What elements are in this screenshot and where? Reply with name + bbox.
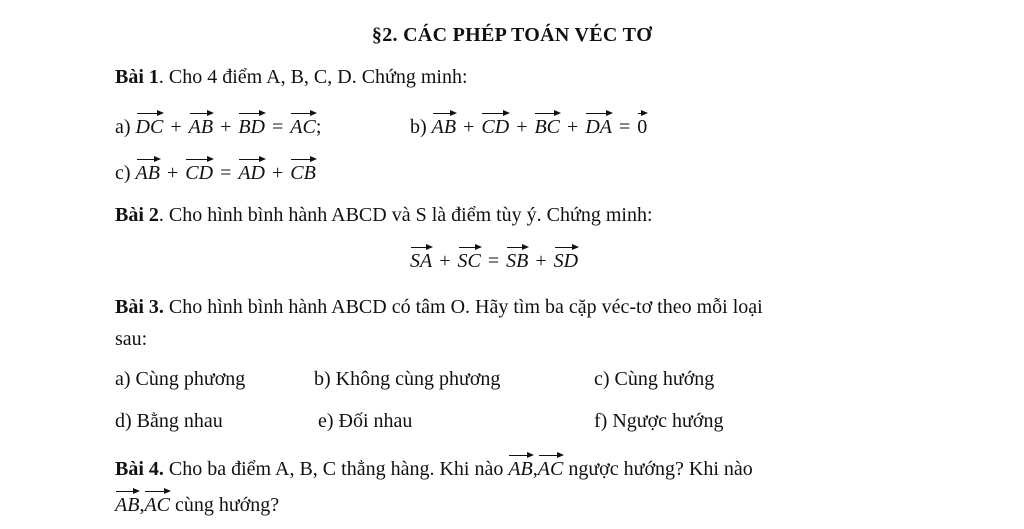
vector-sd: SD <box>554 244 578 273</box>
bai3-item-a: a) Cùng phương <box>115 368 246 390</box>
comma: , <box>139 494 145 516</box>
plus-sign: + <box>535 250 547 272</box>
vector-cb: CB <box>290 156 316 185</box>
bai1-text: . Cho 4 điểm A, B, C, D. Chứng minh: <box>158 66 468 88</box>
plus-sign: + <box>463 116 475 138</box>
bai2-label: Bài 2 <box>115 204 159 226</box>
equals-sign: = <box>272 116 284 138</box>
plus-sign: + <box>439 250 451 272</box>
vector-cd: CD <box>481 110 509 139</box>
plus-sign: + <box>272 162 284 184</box>
vector-da: DA <box>585 110 612 139</box>
bai2-text: . Cho hình bình hành ABCD và S là điểm tùy ý. Chứng minh: <box>158 204 653 226</box>
bai1-part-a <box>115 110 321 139</box>
vector-sb: SB <box>506 244 528 273</box>
bai3-item-b: b) Không cùng phương <box>314 368 501 390</box>
vector-sa: SA <box>410 244 432 273</box>
comma: , <box>532 458 538 480</box>
vector-dc: DC <box>136 110 164 139</box>
vector-ab: AB <box>136 156 160 185</box>
bai1-b-prefix: b) <box>410 116 427 138</box>
vector-bd: BD <box>238 110 265 139</box>
vector-ab: AB <box>508 452 532 481</box>
bai1-label: Bài 1 <box>115 66 159 88</box>
vector-sc: SC <box>458 244 481 273</box>
zero-vector: 0 <box>637 110 647 139</box>
vector-ac: AC <box>290 110 316 139</box>
bai1-part-c <box>115 156 316 185</box>
bai4-text-end: cùng hướng? <box>170 494 280 516</box>
vector-ad: AD <box>238 156 265 185</box>
bai3-item-c: c) Cùng hướng <box>594 368 715 390</box>
bai3-statement <box>115 296 763 319</box>
vector-cd: CD <box>185 156 213 185</box>
section-title: §2. CÁC PHÉP TOÁN VÉC TƠ <box>371 24 653 46</box>
bai1-a-prefix: a) <box>115 116 131 138</box>
bai2-equation <box>410 244 578 273</box>
bai3-item-d: d) Bằng nhau <box>115 410 223 432</box>
equals-sign: = <box>220 162 232 184</box>
bai4-statement <box>115 452 753 481</box>
bai4-text-after: ngược hướng? Khi nào <box>563 458 753 480</box>
plus-sign: + <box>166 162 179 184</box>
bai3-label: Bài 3. <box>115 296 164 318</box>
vector-ab: AB <box>115 488 139 517</box>
equals-sign: = <box>487 250 500 272</box>
plus-sign: + <box>220 116 232 138</box>
bai4-statement-cont <box>115 488 279 517</box>
bai1-c-prefix: c) <box>115 162 131 184</box>
bai4-text: Cho ba điểm A, B, C thẳng hàng. Khi nào <box>163 458 509 480</box>
bai1-part-b <box>410 110 647 139</box>
equals-sign: = <box>618 116 631 138</box>
plus-sign: + <box>170 116 182 138</box>
vector-ab: AB <box>189 110 213 139</box>
bai3-text: Cho hình bình hành ABCD có tâm O. Hãy tìm ba cặp véc-tơ theo mỗi loại <box>163 296 763 318</box>
plus-sign: + <box>516 116 528 138</box>
bai2-statement <box>115 204 653 227</box>
vector-ab: AB <box>432 110 456 139</box>
bai3-item-f: f) Ngược hướng <box>594 410 724 432</box>
vector-ac: AC <box>538 452 564 481</box>
vector-bc: BC <box>534 110 560 139</box>
bai3-statement-cont: sau: <box>115 328 148 350</box>
plus-sign: + <box>567 116 579 138</box>
bai1-statement <box>115 66 468 89</box>
bai4-label: Bài 4. <box>115 458 164 480</box>
vector-ac: AC <box>144 488 170 517</box>
bai3-item-e: e) Đối nhau <box>318 410 413 432</box>
semicolon: ; <box>315 116 322 138</box>
